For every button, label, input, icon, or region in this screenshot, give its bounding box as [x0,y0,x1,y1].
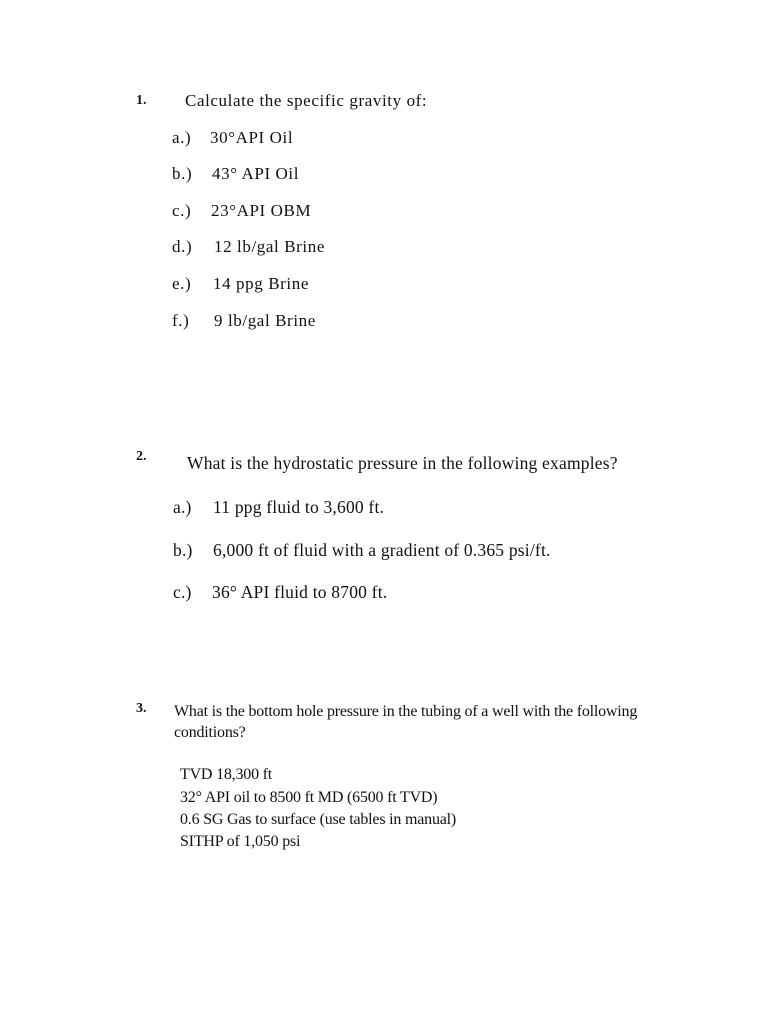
question-prompt: What is the bottom hole pressure in the tubing of a well with the following [174,703,638,720]
question-number: 1. [136,93,147,108]
item-text: 30°API Oil [210,128,294,147]
item-label: d.) [172,237,193,256]
question-number: 2. [136,449,147,464]
item-label: a.) [173,497,192,517]
list-item [173,497,384,518]
list-item [172,237,325,257]
item-label: b.) [173,540,193,560]
question-prompt: What is the hydrostatic pressure in the following examples? [187,453,618,473]
list-item [173,582,387,603]
condition-item: 32° API oil to 8500 ft MD (6500 ft TVD) [180,789,438,806]
item-text: 36° API fluid to 8700 ft. [212,582,388,602]
item-text: 12 lb/gal Brine [214,237,325,256]
item-label: a.) [172,128,192,147]
item-text: 14 ppg Brine [213,274,309,293]
item-label: c.) [173,582,192,602]
item-label: c.) [172,201,192,220]
item-text: 43° API Oil [212,164,300,183]
question-number: 3. [136,701,147,716]
list-item [172,201,311,221]
question-prompt-continued: conditions? [174,724,246,741]
item-text: 9 lb/gal Brine [214,311,316,330]
condition-item: TVD 18,300 ft [180,766,273,783]
question-prompt: Calculate the specific gravity of: [185,91,428,110]
condition-item: SITHP of 1,050 psi [180,833,301,850]
item-text: 11 ppg fluid to 3,600 ft. [213,497,385,517]
list-item [172,311,316,331]
item-label: f.) [172,311,190,330]
item-label: b.) [172,164,193,183]
item-text: 6,000 ft of fluid with a gradient of 0.365 psi/ft. [213,540,551,560]
list-item [172,164,299,184]
list-item [172,274,309,294]
item-label: e.) [172,274,192,293]
list-item [173,540,551,561]
condition-item: 0.6 SG Gas to surface (use tables in manual) [180,811,457,828]
list-item [172,128,293,148]
item-text: 23°API OBM [211,201,312,220]
